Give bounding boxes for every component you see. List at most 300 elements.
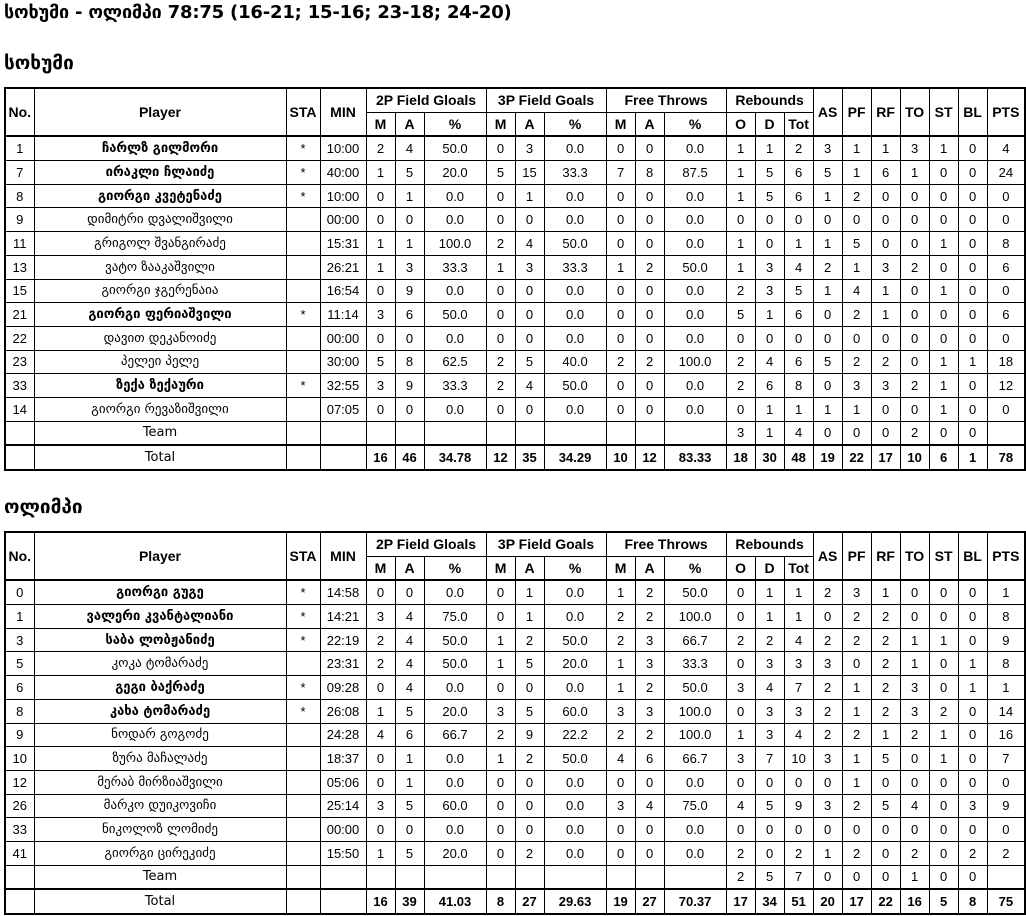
fg3-pct: 33.3 — [544, 255, 606, 279]
box-score-table-home — [4, 87, 1026, 471]
fg2-pct — [424, 865, 486, 889]
ft-made: 0 — [606, 841, 635, 865]
minutes-played: 32:55 — [320, 374, 366, 398]
ft-pct: 70.37 — [664, 889, 726, 914]
player-name: გრიგოლ შვანგირაძე — [34, 232, 286, 256]
reb-tot: 0 — [784, 326, 813, 350]
blocks: 1 — [958, 652, 987, 676]
box-score-table-away — [4, 531, 1026, 915]
subheader-made: M — [366, 556, 395, 580]
points: 0 — [987, 184, 1025, 208]
reb-def: 5 — [755, 184, 784, 208]
reb-off: 1 — [726, 723, 755, 747]
player-row — [5, 255, 1025, 279]
fg3-made: 0 — [486, 326, 515, 350]
fg3-pct: 50.0 — [544, 747, 606, 771]
fg2-made: 0 — [366, 747, 395, 771]
fg2-made: 16 — [366, 889, 395, 914]
team-row-sta — [286, 865, 320, 889]
ft-att: 8 — [635, 161, 664, 185]
header-rebounds: Rebounds — [726, 88, 813, 112]
fg3-made — [486, 865, 515, 889]
subheader-percent: % — [544, 556, 606, 580]
turnovers: 16 — [900, 889, 929, 914]
points: 1 — [987, 580, 1025, 604]
subheader-total: Tot — [784, 112, 813, 136]
ft-pct: 66.7 — [664, 747, 726, 771]
fg3-pct: 33.3 — [544, 161, 606, 185]
points: 6 — [987, 255, 1025, 279]
header-3p-field-goals: 3P Field Goals — [486, 88, 606, 112]
ft-made: 2 — [606, 723, 635, 747]
reb-def: 30 — [755, 445, 784, 470]
player-row — [5, 232, 1025, 256]
minutes-played: 07:05 — [320, 397, 366, 421]
fg2-att: 4 — [395, 628, 424, 652]
blocks: 0 — [958, 136, 987, 160]
fg2-pct: 50.0 — [424, 303, 486, 327]
header-sta: STA — [286, 88, 320, 136]
fg2-pct: 50.0 — [424, 628, 486, 652]
fg2-made: 3 — [366, 605, 395, 629]
turnovers: 2 — [900, 723, 929, 747]
subheader-made: M — [366, 112, 395, 136]
points: 0 — [987, 326, 1025, 350]
minutes-played: 16:54 — [320, 279, 366, 303]
fg3-pct: 0.0 — [544, 303, 606, 327]
personal-fouls: 3 — [842, 374, 871, 398]
ft-made: 4 — [606, 747, 635, 771]
ft-made: 3 — [606, 794, 635, 818]
ft-att: 0 — [635, 374, 664, 398]
turnovers: 0 — [900, 397, 929, 421]
personal-fouls: 4 — [842, 279, 871, 303]
ft-att: 27 — [635, 889, 664, 914]
subheader-attempted: A — [395, 556, 424, 580]
subheader-attempted: A — [515, 112, 544, 136]
fouls-received: 3 — [871, 374, 900, 398]
blocks: 2 — [958, 841, 987, 865]
ft-att: 0 — [635, 232, 664, 256]
fg2-att: 5 — [395, 794, 424, 818]
player-number: 9 — [5, 208, 34, 232]
ft-made: 7 — [606, 161, 635, 185]
subheader-made: M — [606, 112, 635, 136]
reb-tot: 0 — [784, 208, 813, 232]
ft-made: 2 — [606, 628, 635, 652]
fouls-received: 22 — [871, 889, 900, 914]
player-number: 23 — [5, 350, 34, 374]
team-row — [5, 421, 1025, 445]
fg3-made: 0 — [486, 770, 515, 794]
fg2-pct: 0.0 — [424, 279, 486, 303]
ft-made: 0 — [606, 208, 635, 232]
fg2-pct: 34.78 — [424, 445, 486, 470]
player-number: 15 — [5, 279, 34, 303]
ft-made: 1 — [606, 676, 635, 700]
fg2-made: 0 — [366, 208, 395, 232]
blocks: 0 — [958, 699, 987, 723]
assists: 2 — [813, 628, 842, 652]
fg2-made — [366, 865, 395, 889]
ft-pct: 0.0 — [664, 326, 726, 350]
reb-off: 0 — [726, 397, 755, 421]
ft-made: 2 — [606, 350, 635, 374]
assists: 2 — [813, 580, 842, 604]
player-row — [5, 628, 1025, 652]
fg3-made: 0 — [486, 676, 515, 700]
fg2-att: 5 — [395, 699, 424, 723]
header-pf: PF — [842, 88, 871, 136]
fouls-received: 0 — [871, 326, 900, 350]
steals: 2 — [929, 699, 958, 723]
ft-att: 0 — [635, 397, 664, 421]
player-row — [5, 326, 1025, 350]
player-name: გიორგი რევაზიშვილი — [34, 397, 286, 421]
blocks: 0 — [958, 580, 987, 604]
assists: 0 — [813, 605, 842, 629]
fg3-att: 1 — [515, 184, 544, 208]
personal-fouls: 22 — [842, 445, 871, 470]
blocks: 0 — [958, 605, 987, 629]
assists: 5 — [813, 161, 842, 185]
player-name: საბა ლობჟანიძე — [34, 628, 286, 652]
reb-def: 1 — [755, 136, 784, 160]
points: 0 — [987, 279, 1025, 303]
header-rf: RF — [871, 88, 900, 136]
fg2-att: 39 — [395, 889, 424, 914]
fg2-att: 6 — [395, 303, 424, 327]
reb-off: 0 — [726, 818, 755, 842]
fg2-made: 3 — [366, 303, 395, 327]
subheader-offensive: O — [726, 112, 755, 136]
fg3-att: 1 — [515, 580, 544, 604]
minutes-played: 05:06 — [320, 770, 366, 794]
fg3-pct: 20.0 — [544, 652, 606, 676]
fg2-att: 4 — [395, 676, 424, 700]
fg3-att: 0 — [515, 397, 544, 421]
steals: 1 — [929, 628, 958, 652]
steals: 0 — [929, 208, 958, 232]
fouls-received: 0 — [871, 865, 900, 889]
ft-made — [606, 421, 635, 445]
reb-def: 0 — [755, 770, 784, 794]
player-number: 22 — [5, 326, 34, 350]
steals: 0 — [929, 421, 958, 445]
starter-mark: * — [286, 303, 320, 327]
fg3-made: 0 — [486, 303, 515, 327]
fg2-pct: 75.0 — [424, 605, 486, 629]
header-min: MIN — [320, 532, 366, 580]
fg2-att: 1 — [395, 770, 424, 794]
subheader-attempted: A — [395, 112, 424, 136]
fg3-made: 1 — [486, 747, 515, 771]
player-row — [5, 794, 1025, 818]
fg2-made: 1 — [366, 232, 395, 256]
fg2-pct: 33.3 — [424, 255, 486, 279]
personal-fouls: 2 — [842, 841, 871, 865]
minutes-played: 10:00 — [320, 136, 366, 160]
points: 16 — [987, 723, 1025, 747]
team-row-label: Team — [34, 865, 286, 889]
player-row — [5, 676, 1025, 700]
ft-made: 10 — [606, 445, 635, 470]
turnovers: 1 — [900, 628, 929, 652]
team-row-min — [320, 421, 366, 445]
fg2-pct: 66.7 — [424, 723, 486, 747]
fouls-received: 2 — [871, 652, 900, 676]
ft-made — [606, 865, 635, 889]
fg3-att: 2 — [515, 628, 544, 652]
personal-fouls: 1 — [842, 770, 871, 794]
points: 9 — [987, 628, 1025, 652]
personal-fouls: 1 — [842, 699, 871, 723]
steals: 0 — [929, 794, 958, 818]
ft-made: 0 — [606, 326, 635, 350]
header-3p-field-goals: 3P Field Goals — [486, 532, 606, 556]
ft-att: 3 — [635, 628, 664, 652]
turnovers: 1 — [900, 652, 929, 676]
player-row — [5, 374, 1025, 398]
steals: 0 — [929, 580, 958, 604]
fg2-pct: 0.0 — [424, 208, 486, 232]
assists: 19 — [813, 445, 842, 470]
assists: 5 — [813, 350, 842, 374]
reb-tot: 4 — [784, 628, 813, 652]
assists: 2 — [813, 676, 842, 700]
ft-att: 0 — [635, 279, 664, 303]
player-name: დავით დეკანოიძე — [34, 326, 286, 350]
fg2-made: 5 — [366, 350, 395, 374]
blocks: 0 — [958, 747, 987, 771]
blocks: 0 — [958, 397, 987, 421]
points: 6 — [987, 303, 1025, 327]
fg2-att: 6 — [395, 723, 424, 747]
fg2-att: 1 — [395, 232, 424, 256]
ft-made: 0 — [606, 279, 635, 303]
reb-off: 2 — [726, 374, 755, 398]
fg3-pct: 40.0 — [544, 350, 606, 374]
fouls-received: 0 — [871, 841, 900, 865]
reb-off: 1 — [726, 184, 755, 208]
blocks: 0 — [958, 232, 987, 256]
ft-att: 2 — [635, 676, 664, 700]
fg2-att: 1 — [395, 747, 424, 771]
steals: 0 — [929, 184, 958, 208]
player-name: გიორგი ცირეკიძე — [34, 841, 286, 865]
minutes-played: 24:28 — [320, 723, 366, 747]
total-row-label: Total — [34, 445, 286, 470]
ft-made: 1 — [606, 255, 635, 279]
reb-tot: 1 — [784, 397, 813, 421]
fg3-made: 0 — [486, 818, 515, 842]
player-number: 7 — [5, 161, 34, 185]
ft-pct: 100.0 — [664, 723, 726, 747]
player-name: კოკა ტომარაძე — [34, 652, 286, 676]
personal-fouls: 1 — [842, 747, 871, 771]
fg2-made: 3 — [366, 374, 395, 398]
fg3-pct: 60.0 — [544, 699, 606, 723]
minutes-played: 26:08 — [320, 699, 366, 723]
ft-att: 0 — [635, 818, 664, 842]
turnovers: 0 — [900, 770, 929, 794]
starter-mark — [286, 747, 320, 771]
fg2-att: 8 — [395, 350, 424, 374]
steals: 0 — [929, 303, 958, 327]
reb-tot: 1 — [784, 580, 813, 604]
steals: 0 — [929, 841, 958, 865]
fouls-received: 1 — [871, 580, 900, 604]
assists: 1 — [813, 184, 842, 208]
personal-fouls: 0 — [842, 865, 871, 889]
blocks: 3 — [958, 794, 987, 818]
points: 4 — [987, 136, 1025, 160]
ft-made: 0 — [606, 818, 635, 842]
blocks: 1 — [958, 676, 987, 700]
steals: 0 — [929, 865, 958, 889]
fg3-made: 1 — [486, 652, 515, 676]
personal-fouls: 1 — [842, 136, 871, 160]
fg3-att: 0 — [515, 794, 544, 818]
team-name-home: სოხუმი — [4, 52, 74, 74]
fg3-pct: 0.0 — [544, 279, 606, 303]
fg3-att: 5 — [515, 652, 544, 676]
fg2-made: 2 — [366, 628, 395, 652]
header-free-throws: Free Throws — [606, 88, 726, 112]
player-name: ზურა მაჩალაძე — [34, 747, 286, 771]
turnovers: 0 — [900, 350, 929, 374]
steals: 1 — [929, 374, 958, 398]
header-2p-field-goals: 2P Field Gloals — [366, 532, 486, 556]
personal-fouls: 0 — [842, 208, 871, 232]
player-row — [5, 841, 1025, 865]
reb-tot: 6 — [784, 161, 813, 185]
blocks: 0 — [958, 255, 987, 279]
turnovers: 1 — [900, 865, 929, 889]
ft-pct: 0.0 — [664, 841, 726, 865]
fg3-made: 0 — [486, 580, 515, 604]
fg3-att: 9 — [515, 723, 544, 747]
fg2-att: 4 — [395, 605, 424, 629]
reb-off: 18 — [726, 445, 755, 470]
ft-att: 0 — [635, 326, 664, 350]
reb-off: 4 — [726, 794, 755, 818]
fg3-made: 0 — [486, 136, 515, 160]
starter-mark — [286, 350, 320, 374]
turnovers: 2 — [900, 841, 929, 865]
fg2-att: 4 — [395, 136, 424, 160]
fg3-made — [486, 421, 515, 445]
steals: 0 — [929, 255, 958, 279]
fg3-att: 0 — [515, 818, 544, 842]
reb-off: 0 — [726, 699, 755, 723]
subheader-percent: % — [424, 556, 486, 580]
reb-off: 1 — [726, 136, 755, 160]
player-number: 1 — [5, 136, 34, 160]
points: 0 — [987, 770, 1025, 794]
reb-off: 0 — [726, 208, 755, 232]
fg2-made: 2 — [366, 136, 395, 160]
fg2-pct: 41.03 — [424, 889, 486, 914]
fg3-att: 2 — [515, 841, 544, 865]
reb-tot: 1 — [784, 605, 813, 629]
team-row — [5, 865, 1025, 889]
ft-made: 0 — [606, 136, 635, 160]
points: 8 — [987, 232, 1025, 256]
ft-att: 3 — [635, 652, 664, 676]
fg2-att: 0 — [395, 818, 424, 842]
fg2-made: 0 — [366, 770, 395, 794]
points: 0 — [987, 397, 1025, 421]
fg3-made: 0 — [486, 605, 515, 629]
ft-att: 2 — [635, 255, 664, 279]
header-min: MIN — [320, 88, 366, 136]
fg3-att: 1 — [515, 605, 544, 629]
player-name: გიორგი კვეტენაძე — [34, 184, 286, 208]
fg2-made: 4 — [366, 723, 395, 747]
fg3-pct: 0.0 — [544, 136, 606, 160]
steals: 1 — [929, 723, 958, 747]
assists: 3 — [813, 794, 842, 818]
fg2-pct: 0.0 — [424, 184, 486, 208]
ft-pct: 100.0 — [664, 699, 726, 723]
fg3-att: 4 — [515, 232, 544, 256]
turnovers: 0 — [900, 279, 929, 303]
player-name: გიორგი ჯგერენაია — [34, 279, 286, 303]
fouls-received: 0 — [871, 232, 900, 256]
fg2-att: 0 — [395, 326, 424, 350]
fouls-received: 2 — [871, 350, 900, 374]
ft-pct: 0.0 — [664, 770, 726, 794]
subheader-defensive: D — [755, 112, 784, 136]
player-row — [5, 652, 1025, 676]
fg2-made: 1 — [366, 699, 395, 723]
header-player: Player — [34, 532, 286, 580]
starter-mark: * — [286, 605, 320, 629]
reb-tot: 7 — [784, 865, 813, 889]
ft-att: 0 — [635, 841, 664, 865]
fg2-made: 16 — [366, 445, 395, 470]
turnovers: 3 — [900, 699, 929, 723]
ft-made: 0 — [606, 374, 635, 398]
fg3-pct: 22.2 — [544, 723, 606, 747]
fg2-made: 0 — [366, 279, 395, 303]
ft-made: 0 — [606, 397, 635, 421]
reb-off: 2 — [726, 628, 755, 652]
reb-def: 3 — [755, 279, 784, 303]
ft-pct: 0.0 — [664, 279, 726, 303]
player-name: გეგი ბაქრაძე — [34, 676, 286, 700]
team-row-no — [5, 865, 34, 889]
fg2-pct: 50.0 — [424, 652, 486, 676]
personal-fouls: 2 — [842, 723, 871, 747]
reb-off: 0 — [726, 326, 755, 350]
fg3-made: 5 — [486, 161, 515, 185]
ft-made: 3 — [606, 699, 635, 723]
header-free-throws: Free Throws — [606, 532, 726, 556]
starter-mark — [286, 232, 320, 256]
turnovers: 3 — [900, 136, 929, 160]
fg2-att: 5 — [395, 841, 424, 865]
starter-mark: * — [286, 699, 320, 723]
fg2-made: 0 — [366, 676, 395, 700]
fouls-received: 0 — [871, 208, 900, 232]
ft-pct: 83.33 — [664, 445, 726, 470]
turnovers: 10 — [900, 445, 929, 470]
fouls-received: 0 — [871, 770, 900, 794]
points: 0 — [987, 208, 1025, 232]
blocks: 0 — [958, 326, 987, 350]
